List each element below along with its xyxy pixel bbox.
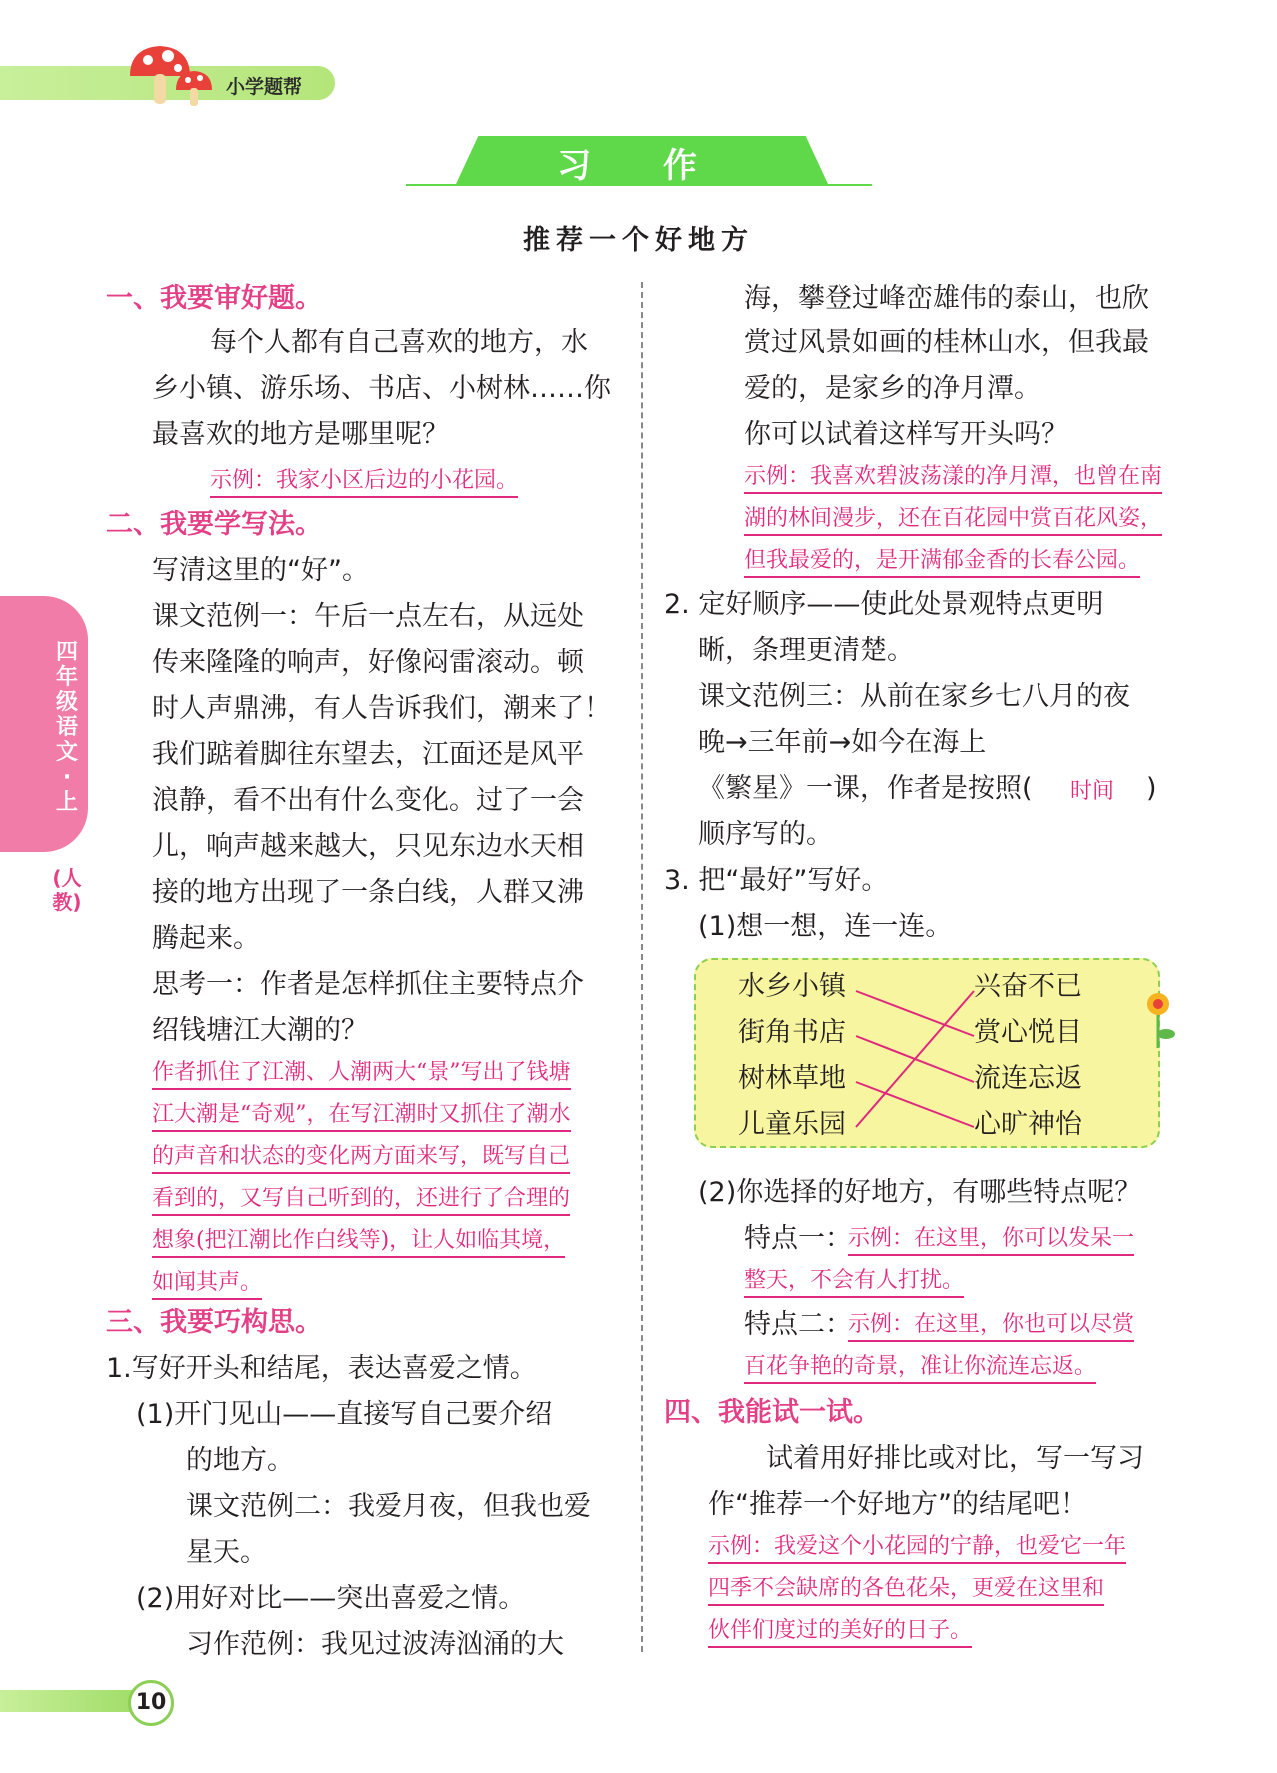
- column-divider: [641, 282, 643, 1652]
- answer-line: 示例：我爱这个小花园的宁静，也爱它一年: [708, 1532, 1126, 1564]
- text-line: 晰，条理更清楚。: [698, 635, 914, 666]
- answer-line: 百花争艳的奇景，准让你流连忘返。: [744, 1352, 1096, 1384]
- fill-in-answer: 时间: [1070, 779, 1115, 804]
- text-line: 海，攀登过峰峦雄伟的泰山，也欣: [744, 283, 1149, 314]
- text-line: 课文范例三：从前在家乡七八月的夜: [698, 681, 1130, 712]
- flower-icon: [1136, 990, 1180, 1050]
- answer-line: 示例：我家小区后边的小花园。: [210, 466, 518, 498]
- match-left-item: 街角书店: [738, 1017, 846, 1048]
- feature-label: 特点二：: [744, 1309, 852, 1340]
- page-number: 10: [128, 1680, 174, 1726]
- text-line: 最喜欢的地方是哪里呢？: [152, 419, 449, 450]
- text-line: 作“推荐一个好地方”的结尾吧！: [708, 1489, 1087, 1520]
- text-line: 思考一：作者是怎样抓住主要特点介: [152, 969, 584, 1000]
- answer-line: 的声音和状态的变化两方面来写，既写自己: [152, 1142, 570, 1174]
- match-left-item: 树林草地: [738, 1063, 846, 1094]
- section-heading-3: 三、我要巧构思。: [106, 1307, 322, 1338]
- answer-line: 湖的林间漫步，还在百花园中赏百花风姿，: [744, 504, 1162, 536]
- text-line: 你可以试着这样写开头吗？: [744, 419, 1068, 450]
- text-line: 课文范例一：午后一点左右，从远处: [152, 601, 584, 632]
- mushroom-logo-icon: [120, 40, 220, 112]
- answer-line: 四季不会缺席的各色花朵，更爱在这里和: [708, 1574, 1104, 1606]
- match-right-item: 赏心悦目: [974, 1017, 1082, 1048]
- text-line: 顺序写的。: [698, 819, 833, 850]
- page-subtitle: 推荐一个好地方: [523, 225, 754, 256]
- text-line: 接的地方出现了一条白线，人群又沸: [152, 877, 584, 908]
- page-number-bar: [0, 1690, 145, 1712]
- section-title: 习 作: [557, 146, 727, 186]
- match-left-item: 水乡小镇: [738, 971, 846, 1002]
- answer-line: 作者抓住了江潮、人潮两大“景”写出了钱塘: [152, 1058, 571, 1090]
- text-line: 我们踮着脚往东望去，江面还是风平: [152, 739, 584, 770]
- section-heading-1: 一、我要审好题。: [106, 283, 322, 314]
- text-line: 1.写好开头和结尾，表达喜爱之情。: [106, 1353, 537, 1384]
- side-grade-label: 四年级语文·上: [55, 640, 78, 815]
- answer-line: 伙伴们度过的美好的日子。: [708, 1616, 972, 1648]
- side-edition-label: (人教): [52, 866, 82, 914]
- text-line: 试着用好排比或对比，写一写习: [766, 1443, 1144, 1474]
- text-line: 的地方。: [186, 1445, 294, 1476]
- text-line: 每个人都有自己喜欢的地方，水: [210, 327, 588, 358]
- feature-label: 特点一：: [744, 1223, 852, 1254]
- text-line: (1)想一想，连一连。: [698, 911, 953, 942]
- brand-name: 小学题帮: [226, 76, 303, 98]
- text-line: (2)用好对比——突出喜爱之情。: [136, 1583, 526, 1614]
- text-line: 腾起来。: [152, 923, 260, 954]
- answer-line: 示例：在这里，你可以发呆一: [848, 1224, 1134, 1256]
- answer-line: 想象(把江潮比作白线等)，让人如临其境，: [152, 1226, 565, 1258]
- answer-line: 示例：我喜欢碧波荡漾的净月潭，也曾在南: [744, 462, 1162, 494]
- section-heading-4: 四、我能试一试。: [664, 1397, 880, 1428]
- answer-line: 如闻其声。: [152, 1268, 262, 1300]
- text-line: ): [1146, 773, 1157, 804]
- answer-line: 示例：在这里，你也可以尽赏: [848, 1310, 1134, 1342]
- text-line: 绍钱塘江大潮的？: [152, 1015, 368, 1046]
- text-line: 晚→三年前→如今在海上: [698, 727, 987, 758]
- text-line: 乡小镇、游乐场、书店、小树林……你: [152, 373, 611, 404]
- answer-line: 整天，不会有人打扰。: [744, 1266, 964, 1298]
- text-line: 时人声鼎沸，有人告诉我们，潮来了！: [152, 693, 611, 724]
- match-right-item: 心旷神怡: [974, 1109, 1082, 1140]
- text-line: 儿，响声越来越大，只见东边水天相: [152, 831, 584, 862]
- text-line: 写清这里的“好”。: [152, 555, 369, 586]
- text-line: 课文范例二：我爱月夜，但我也爱: [186, 1491, 591, 1522]
- text-line: 3. 把“最好”写好。: [664, 865, 889, 896]
- text-line: 2. 定好顺序——使此处景观特点更明: [664, 589, 1104, 620]
- answer-line: 看到的，又写自己听到的，还进行了合理的: [152, 1184, 570, 1216]
- text-line: 爱的，是家乡的净月潭。: [744, 373, 1041, 404]
- answer-line: 但我最爱的，是开满郁金香的长春公园。: [744, 546, 1140, 578]
- text-line: (2)你选择的好地方，有哪些特点呢？: [698, 1177, 1142, 1208]
- text-line: 浪静，看不出有什么变化。过了一会: [152, 785, 584, 816]
- match-right-item: 兴奋不已: [974, 971, 1082, 1002]
- match-left-item: 儿童乐园: [738, 1109, 846, 1140]
- section-heading-2: 二、我要学写法。: [106, 509, 322, 540]
- text-line: 赏过风景如画的桂林山水，但我最: [744, 327, 1149, 358]
- text-line: (1)开门见山——直接写自己要介绍: [136, 1399, 553, 1430]
- text-line: 《繁星》一课，作者是按照(: [698, 773, 1033, 804]
- answer-line: 江大潮是“奇观”，在写江潮时又抓住了潮水: [152, 1100, 571, 1132]
- text-line: 习作范例：我见过波涛汹涌的大: [186, 1629, 564, 1660]
- text-line: 星天。: [186, 1537, 267, 1568]
- match-right-item: 流连忘返: [974, 1063, 1082, 1094]
- text-line: 传来隆隆的响声，好像闷雷滚动。顿: [152, 647, 584, 678]
